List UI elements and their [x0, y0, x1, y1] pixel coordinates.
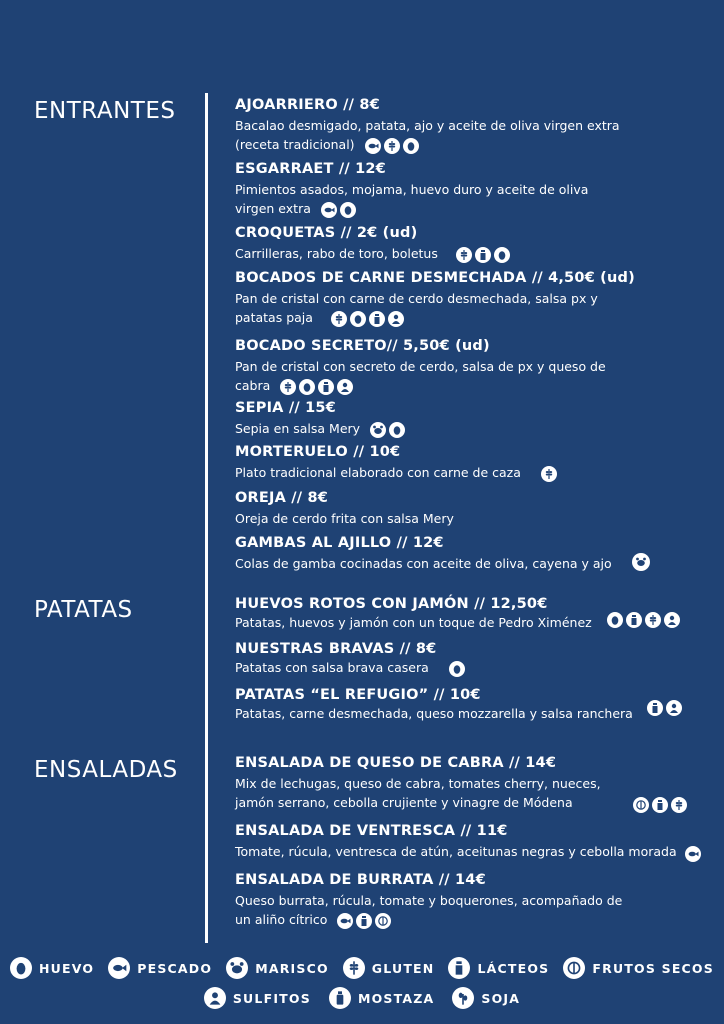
pescado-icon — [321, 202, 337, 218]
item-desc — [235, 180, 705, 218]
vertical-divider — [205, 93, 208, 943]
desc-line: jamón serrano, cebolla crujiente y vinagre de Módena — [235, 795, 573, 810]
desc-line: virgen extra — [235, 201, 311, 216]
legend-label: GLUTEN — [371, 960, 435, 976]
allergen-icons — [541, 466, 557, 482]
menu-item-ensalada-ventresca — [235, 822, 705, 861]
item-desc — [235, 244, 705, 263]
legend-label: HUEVO — [39, 960, 95, 976]
huevo-icon — [607, 612, 623, 628]
gluten-icon — [384, 138, 400, 154]
menu-item-morteruelo — [235, 443, 705, 482]
gluten-icon — [671, 797, 687, 813]
item-title: ENSALADA DE QUESO DE CABRA // 14€ — [235, 755, 557, 771]
legend-label: PESCADO — [137, 960, 213, 976]
allergen-icons — [449, 661, 465, 677]
legend-label: MOSTAZA — [357, 990, 435, 1006]
pescado-icon — [108, 957, 130, 979]
item-desc — [235, 289, 705, 327]
legend-frutos-secos — [563, 957, 714, 979]
desc-line: cabra — [235, 378, 271, 393]
gluten-icon — [456, 247, 472, 263]
lacteos-icon — [356, 913, 372, 929]
lacteos-icon — [652, 797, 668, 813]
frutos-secos-icon — [563, 957, 585, 979]
item-title: NUESTRAS BRAVAS // 8€ — [235, 641, 437, 657]
allergen-icons — [685, 846, 701, 862]
item-title: SEPIA // 15€ — [235, 400, 336, 416]
huevo-icon — [350, 311, 366, 327]
legend-lacteos — [448, 957, 549, 979]
section-title-ensaladas: ENSALADAS — [34, 757, 178, 783]
pescado-icon — [365, 138, 381, 154]
menu-item-patatas-refugio — [235, 686, 705, 721]
item-desc — [235, 357, 705, 395]
menu-item-bocados-carne — [235, 269, 705, 327]
item-title: BOCADOS DE CARNE DESMECHADA // 4,50€ (ud) — [235, 270, 635, 286]
allergen-icons — [321, 202, 356, 218]
gluten-icon — [343, 957, 365, 979]
legend-label: SULFITOS — [232, 990, 311, 1006]
allergen-icons — [456, 247, 510, 263]
menu-item-bocado-secreto — [235, 337, 705, 395]
allergen-icons — [647, 700, 682, 716]
menu-item-croquetas — [235, 224, 705, 263]
menu-item-sepia — [235, 399, 705, 438]
item-title: CROQUETAS // 2€ (ud) — [235, 225, 418, 241]
lacteos-icon — [626, 612, 642, 628]
allergen-icons — [331, 311, 404, 327]
legend-pescado — [108, 957, 212, 979]
item-title: OREJA // 8€ — [235, 490, 329, 506]
allergen-legend-row-2 — [0, 987, 724, 1009]
item-title: BOCADO SECRETO// 5,50€ (ud) — [235, 338, 490, 354]
legend-mostaza — [329, 987, 434, 1009]
menu-item-ensalada-burrata — [235, 871, 705, 929]
legend-marisco — [226, 957, 329, 979]
legend-label: SOJA — [481, 990, 521, 1006]
lacteos-icon — [369, 311, 385, 327]
huevo-icon — [10, 957, 32, 979]
desc-line: Pimientos asados, mojama, huevo duro y aceite de oliva — [235, 182, 589, 197]
huevo-icon — [494, 247, 510, 263]
desc-line: Carrilleras, rabo de toro, boletus — [235, 246, 438, 261]
section-title-patatas: PATATAS — [34, 597, 133, 623]
desc-line: un aliño cítrico — [235, 912, 328, 927]
huevo-icon — [299, 379, 315, 395]
menu-item-esgarraet — [235, 160, 705, 218]
allergen-icons — [607, 612, 680, 628]
legend-gluten — [343, 957, 435, 979]
menu-item-ajoarriero — [235, 96, 705, 154]
item-title: PATATAS “EL REFUGIO” // 10€ — [235, 687, 481, 703]
marisco-icon — [226, 957, 248, 979]
item-title: MORTERUELO // 10€ — [235, 444, 401, 460]
item-title: ESGARRAET // 12€ — [235, 161, 386, 177]
item-desc — [235, 463, 705, 482]
allergen-legend-row-1 — [0, 957, 724, 979]
item-title: AJOARRIERO // 8€ — [235, 97, 380, 113]
allergen-icons — [633, 797, 687, 813]
item-title: ENSALADA DE VENTRESCA // 11€ — [235, 823, 508, 839]
allergen-icons — [370, 422, 405, 438]
desc-line: Plato tradicional elaborado con carne de caza — [235, 465, 521, 480]
gluten-icon — [645, 612, 661, 628]
item-desc — [235, 660, 705, 677]
item-desc: Oreja de cerdo frita con salsa Mery — [235, 511, 454, 526]
lacteos-icon — [318, 379, 334, 395]
item-desc: Tomate, rúcula, ventresca de atún, aceitunas negras y cebolla morada — [235, 844, 677, 859]
marisco-icon — [632, 553, 650, 571]
item-title: ENSALADA DE BURRATA // 14€ — [235, 872, 486, 888]
item-desc — [235, 116, 705, 154]
desc-line: Sepia en salsa Mery — [235, 421, 361, 436]
sulfitos-icon — [664, 612, 680, 628]
item-title: GAMBAS AL AJILLO // 12€ — [235, 535, 444, 551]
huevo-icon — [449, 661, 465, 677]
item-desc: Colas de gamba cocinadas con aceite de oliva, cayena y ajo — [235, 556, 612, 571]
item-desc: Patatas, carne desmechada, queso mozzarella y salsa ranchera — [235, 706, 633, 721]
desc-line: patatas paja — [235, 310, 313, 325]
soja-icon — [452, 987, 474, 1009]
huevo-icon — [340, 202, 356, 218]
desc-line: Patatas con salsa brava casera — [235, 660, 429, 675]
lacteos-icon — [448, 957, 470, 979]
item-desc — [235, 891, 705, 929]
frutos-secos-icon — [633, 797, 649, 813]
huevo-icon — [403, 138, 419, 154]
allergen-icons — [365, 138, 419, 154]
legend-label: LÁCTEOS — [477, 960, 550, 976]
item-title: HUEVOS ROTOS CON JAMÓN // 12,50€ — [235, 596, 548, 612]
allergen-icons — [337, 913, 391, 929]
menu-item-oreja — [235, 489, 705, 528]
marisco-icon — [370, 422, 386, 438]
pescado-icon — [337, 913, 353, 929]
frutos-secos-icon — [375, 913, 391, 929]
item-desc: Patatas, huevos y jamón con un toque de Pedro Ximénez — [235, 615, 592, 630]
desc-line: Pan de cristal con secreto de cerdo, salsa de px y queso de — [235, 359, 606, 374]
sulfitos-icon — [337, 379, 353, 395]
gluten-icon — [280, 379, 296, 395]
huevo-icon — [389, 422, 405, 438]
menu-item-bravas — [235, 640, 705, 677]
legend-label: FRUTOS SECOS — [592, 960, 714, 976]
sulfitos-icon — [388, 311, 404, 327]
lacteos-icon — [475, 247, 491, 263]
legend-soja — [452, 987, 520, 1009]
gluten-icon — [541, 466, 557, 482]
pescado-icon — [685, 846, 701, 862]
section-title-entrantes: ENTRANTES — [34, 98, 176, 124]
desc-line: Queso burrata, rúcula, tomate y boquerones, acompañado de — [235, 893, 623, 908]
desc-line: Pan de cristal con carne de cerdo desmechada, salsa px y — [235, 291, 598, 306]
allergen-icons — [280, 379, 353, 395]
legend-huevo — [10, 957, 94, 979]
desc-line: (receta tradicional) — [235, 137, 355, 152]
sulfitos-icon — [666, 700, 682, 716]
legend-label: MARISCO — [255, 960, 329, 976]
desc-line: Bacalao desmigado, patata, ajo y aceite de oliva virgen extra — [235, 118, 620, 133]
lacteos-icon — [647, 700, 663, 716]
desc-line: Mix de lechugas, queso de cabra, tomates cherry, nueces, — [235, 776, 601, 791]
item-desc — [235, 419, 705, 438]
allergen-icons — [632, 553, 650, 571]
legend-sulfitos — [204, 987, 311, 1009]
sulfitos-icon — [204, 987, 226, 1009]
gluten-icon — [331, 311, 347, 327]
mostaza-icon — [329, 987, 351, 1009]
